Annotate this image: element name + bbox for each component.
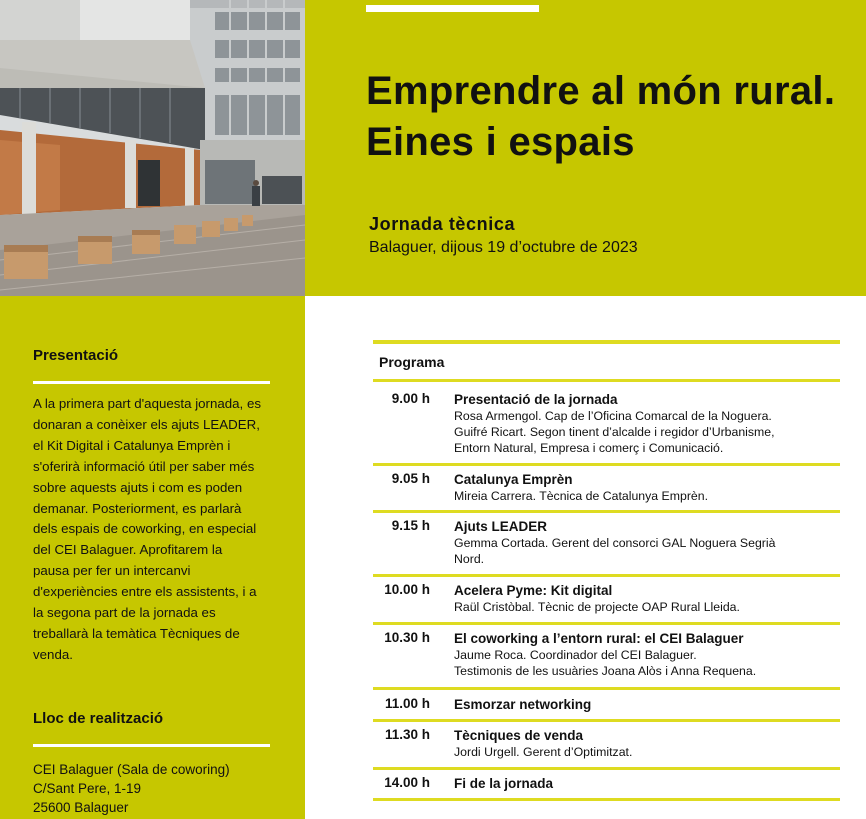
item-time: 10.00 h bbox=[384, 582, 430, 597]
programa-rule bbox=[373, 687, 840, 690]
presentacio-line: del CEI Balaguer. Aprofitarem la bbox=[33, 542, 223, 558]
top-rule bbox=[366, 5, 539, 12]
item-time: 10.30 h bbox=[384, 630, 430, 645]
programa-rule bbox=[373, 719, 840, 722]
item-speaker: Raül Cristòbal. Tècnic de projecte OAP Rural Lleida. bbox=[454, 600, 740, 614]
programa-rule bbox=[373, 622, 840, 625]
item-title: Esmorzar networking bbox=[454, 697, 592, 712]
item-title: Tècniques de venda bbox=[454, 728, 584, 743]
presentacio-text bbox=[33, 394, 275, 666]
presentacio-line: treballarà la temàtica Tècniques de bbox=[33, 625, 240, 641]
item-title: Ajuts LEADER bbox=[454, 519, 548, 534]
programa-rule bbox=[373, 798, 840, 801]
item-speaker: Guifré Ricart. Segon tinent d’alcalde i regidor d’Urbanisme, bbox=[454, 425, 775, 439]
presentacio-line: la segona part de la jornada es bbox=[33, 605, 216, 621]
presentacio-heading: Presentació bbox=[33, 347, 119, 364]
building-photo bbox=[0, 0, 305, 296]
presentacio-line: pausa per fer un intercanvi bbox=[33, 563, 191, 579]
item-speaker: Rosa Armengol. Cap de l’Oficina Comarcal de la Noguera. bbox=[454, 409, 772, 423]
programa-rule bbox=[373, 463, 840, 466]
address-line: CEI Balaguer (Sala de coworing) bbox=[33, 762, 230, 777]
presentacio-line: sobre aquests ajuts i com es poden bbox=[33, 479, 243, 495]
item-title: Catalunya Emprèn bbox=[454, 472, 573, 487]
presentacio-line: donaran a conèixer els ajuts LEADER, bbox=[33, 416, 260, 432]
item-speaker: Nord. bbox=[454, 552, 485, 566]
item-title: Acelera Pyme: Kit digital bbox=[454, 583, 613, 598]
programa-heading: Programa bbox=[379, 354, 445, 370]
presentacio-rule bbox=[33, 381, 270, 384]
event-type: Jornada tècnica bbox=[369, 214, 516, 234]
address-line: 25600 Balaguer bbox=[33, 800, 129, 815]
item-time: 9.15 h bbox=[391, 518, 430, 533]
programa-rule bbox=[373, 510, 840, 513]
item-time: 9.05 h bbox=[391, 471, 430, 486]
event-date: Balaguer, dijous 19 d’octubre de 2023 bbox=[369, 239, 638, 256]
programa-rule bbox=[373, 379, 840, 382]
item-speaker: Mireia Carrera. Tècnica de Catalunya Emprèn. bbox=[454, 489, 709, 503]
item-speaker: Jaume Roca. Coordinador del CEI Balaguer. bbox=[454, 648, 697, 662]
presentacio-line: demanar. Posteriorment, es parlarà bbox=[33, 500, 242, 516]
programa-rule bbox=[373, 767, 840, 770]
presentacio-line: dels espais de coworking, en especial bbox=[33, 521, 257, 537]
item-time: 11.00 h bbox=[384, 696, 430, 711]
item-time: 11.30 h bbox=[384, 727, 430, 742]
item-speaker: Jordi Urgell. Gerent d’Optimitzat. bbox=[454, 745, 633, 759]
page-title: Emprendre al món rural. Eines i espais bbox=[366, 69, 836, 164]
item-title: Fi de la jornada bbox=[454, 776, 554, 791]
lloc-heading: Lloc de realització bbox=[33, 710, 164, 727]
presentacio-line: venda. bbox=[33, 646, 73, 662]
item-speaker: Testimonis de les usuàries Joana Alòs i Anna Requena. bbox=[454, 664, 757, 678]
presentacio-line: el Kit Digital i Catalunya Emprèn i bbox=[33, 437, 231, 453]
item-time: 14.00 h bbox=[384, 775, 430, 790]
presentacio-line: A la primera part d'aquesta jornada, es bbox=[33, 396, 261, 411]
presentacio-line: s'oferirà informació útil per saber més bbox=[33, 458, 255, 474]
item-title: Presentació de la jornada bbox=[454, 392, 618, 407]
address-line: C/Sant Pere, 1-19 bbox=[33, 781, 142, 796]
lloc-rule bbox=[33, 744, 270, 747]
sidebar bbox=[0, 296, 305, 819]
header-banner bbox=[305, 0, 866, 296]
item-speaker: Gemma Cortada. Gerent del consorci GAL Noguera Segrià bbox=[454, 536, 776, 550]
presentacio-line: d'experiències entre els assistents, i a bbox=[33, 584, 257, 600]
programa-top-rule bbox=[373, 340, 840, 344]
item-title: El coworking a l’entorn rural: el CEI Balaguer bbox=[454, 631, 744, 646]
item-time: 9.00 h bbox=[391, 391, 430, 406]
item-speaker: Entorn Natural, Empresa i comerç i Comunicació. bbox=[454, 441, 724, 455]
programa-rule bbox=[373, 574, 840, 577]
